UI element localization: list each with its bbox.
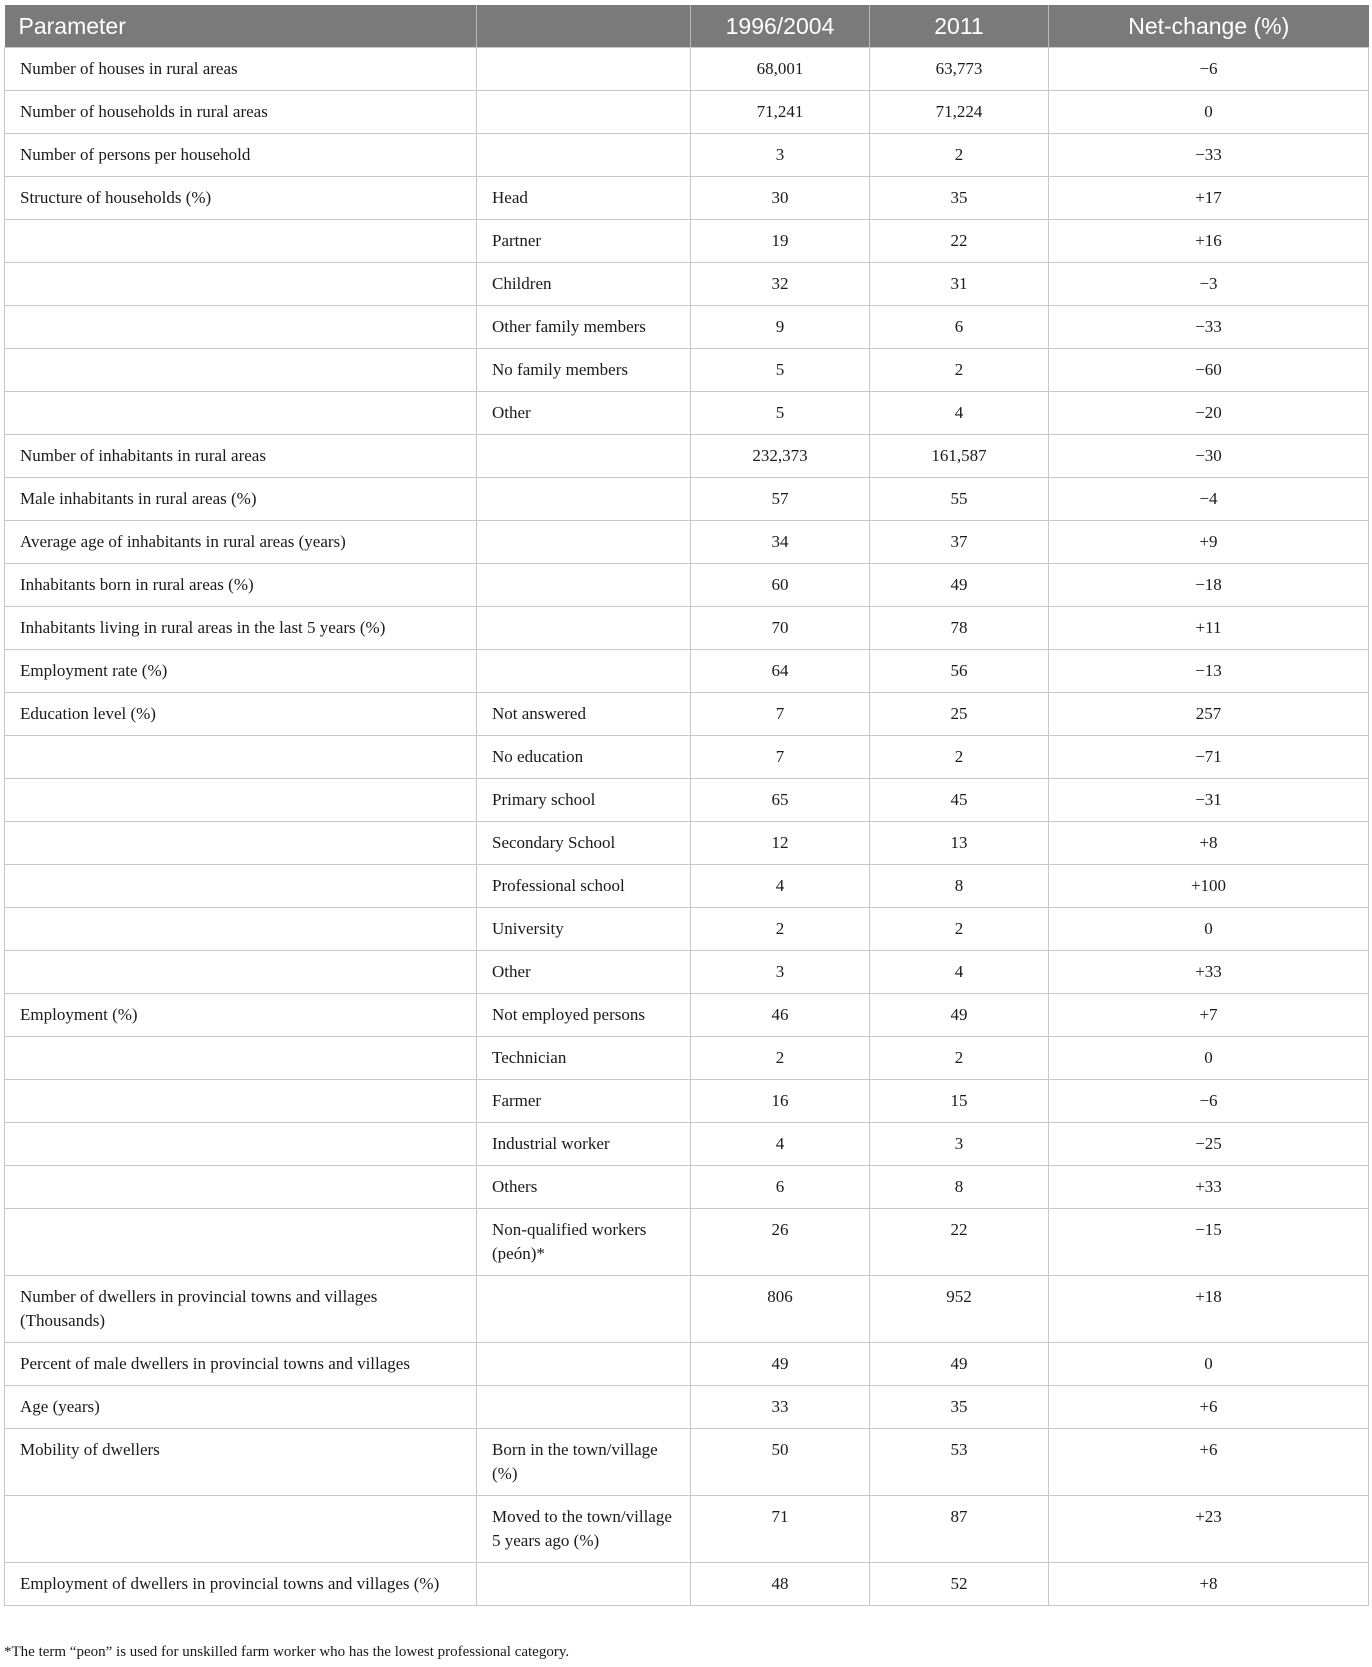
table-row bbox=[5, 951, 1369, 994]
cell-subcategory: Non-qualified workers (peón)* bbox=[477, 1209, 691, 1276]
cell-value-2011: 22 bbox=[870, 1209, 1049, 1276]
table-row bbox=[5, 564, 1369, 607]
cell-value-2011: 52 bbox=[870, 1563, 1049, 1606]
footnote: *The term “peon” is used for unskilled farm worker who has the lowest professional category. bbox=[4, 1644, 570, 1660]
cell-value-2011: 35 bbox=[870, 1386, 1049, 1429]
cell-value-1996-2004: 46 bbox=[691, 994, 870, 1037]
cell-net-change: +33 bbox=[1049, 951, 1369, 994]
cell-value-1996-2004: 30 bbox=[691, 177, 870, 220]
header-subcategory bbox=[477, 5, 691, 48]
cell-parameter: Number of dwellers in provincial towns and villages (Thousands) bbox=[5, 1276, 477, 1343]
cell-subcategory: Not answered bbox=[477, 693, 691, 736]
cell-parameter: Male inhabitants in rural areas (%) bbox=[5, 478, 477, 521]
table-row bbox=[5, 1429, 1369, 1496]
cell-net-change: +7 bbox=[1049, 994, 1369, 1037]
cell-subcategory: Head bbox=[477, 177, 691, 220]
cell-parameter bbox=[5, 1496, 477, 1563]
cell-net-change: +8 bbox=[1049, 822, 1369, 865]
cell-value-2011: 49 bbox=[870, 1343, 1049, 1386]
cell-value-2011: 8 bbox=[870, 1166, 1049, 1209]
cell-net-change: −33 bbox=[1049, 306, 1369, 349]
cell-subcategory bbox=[477, 607, 691, 650]
cell-value-1996-2004: 50 bbox=[691, 1429, 870, 1496]
cell-subcategory: Industrial worker bbox=[477, 1123, 691, 1166]
cell-subcategory: Not employed persons bbox=[477, 994, 691, 1037]
table-row bbox=[5, 521, 1369, 564]
cell-value-1996-2004: 16 bbox=[691, 1080, 870, 1123]
cell-net-change: 0 bbox=[1049, 1343, 1369, 1386]
cell-value-1996-2004: 9 bbox=[691, 306, 870, 349]
cell-net-change: +6 bbox=[1049, 1386, 1369, 1429]
table-row bbox=[5, 435, 1369, 478]
cell-value-2011: 87 bbox=[870, 1496, 1049, 1563]
cell-net-change: −31 bbox=[1049, 779, 1369, 822]
cell-value-1996-2004: 3 bbox=[691, 951, 870, 994]
cell-parameter bbox=[5, 1037, 477, 1080]
cell-value-1996-2004: 7 bbox=[691, 736, 870, 779]
cell-value-1996-2004: 806 bbox=[691, 1276, 870, 1343]
cell-parameter: Number of inhabitants in rural areas bbox=[5, 435, 477, 478]
cell-subcategory bbox=[477, 1563, 691, 1606]
table-row bbox=[5, 736, 1369, 779]
cell-value-1996-2004: 70 bbox=[691, 607, 870, 650]
cell-subcategory: Children bbox=[477, 263, 691, 306]
cell-net-change: −13 bbox=[1049, 650, 1369, 693]
table-row bbox=[5, 177, 1369, 220]
cell-value-1996-2004: 32 bbox=[691, 263, 870, 306]
table-row bbox=[5, 865, 1369, 908]
cell-value-1996-2004: 71,241 bbox=[691, 91, 870, 134]
cell-subcategory bbox=[477, 48, 691, 91]
cell-parameter bbox=[5, 1123, 477, 1166]
table-row bbox=[5, 1386, 1369, 1429]
cell-net-change: +17 bbox=[1049, 177, 1369, 220]
table-row bbox=[5, 349, 1369, 392]
cell-subcategory: Secondary School bbox=[477, 822, 691, 865]
cell-subcategory bbox=[477, 1343, 691, 1386]
cell-net-change: +100 bbox=[1049, 865, 1369, 908]
cell-value-2011: 2 bbox=[870, 1037, 1049, 1080]
cell-parameter: Employment (%) bbox=[5, 994, 477, 1037]
cell-value-2011: 952 bbox=[870, 1276, 1049, 1343]
cell-subcategory: Technician bbox=[477, 1037, 691, 1080]
cell-value-1996-2004: 26 bbox=[691, 1209, 870, 1276]
table-row bbox=[5, 392, 1369, 435]
cell-value-2011: 55 bbox=[870, 478, 1049, 521]
cell-value-2011: 2 bbox=[870, 349, 1049, 392]
cell-parameter bbox=[5, 306, 477, 349]
cell-value-1996-2004: 3 bbox=[691, 134, 870, 177]
cell-value-2011: 78 bbox=[870, 607, 1049, 650]
cell-net-change: +6 bbox=[1049, 1429, 1369, 1496]
cell-parameter: Percent of male dwellers in provincial towns and villages bbox=[5, 1343, 477, 1386]
cell-value-2011: 35 bbox=[870, 177, 1049, 220]
table-body bbox=[5, 48, 1369, 1606]
table-row bbox=[5, 306, 1369, 349]
cell-subcategory: No education bbox=[477, 736, 691, 779]
table-row bbox=[5, 220, 1369, 263]
cell-net-change: −18 bbox=[1049, 564, 1369, 607]
cell-subcategory: Other bbox=[477, 951, 691, 994]
cell-net-change: −71 bbox=[1049, 736, 1369, 779]
cell-value-1996-2004: 2 bbox=[691, 1037, 870, 1080]
cell-value-2011: 56 bbox=[870, 650, 1049, 693]
cell-parameter: Inhabitants living in rural areas in the last 5 years (%) bbox=[5, 607, 477, 650]
cell-value-2011: 13 bbox=[870, 822, 1049, 865]
cell-value-2011: 4 bbox=[870, 392, 1049, 435]
table-row bbox=[5, 607, 1369, 650]
cell-value-1996-2004: 65 bbox=[691, 779, 870, 822]
cell-value-1996-2004: 232,373 bbox=[691, 435, 870, 478]
cell-value-1996-2004: 48 bbox=[691, 1563, 870, 1606]
cell-value-2011: 2 bbox=[870, 736, 1049, 779]
table-row bbox=[5, 1209, 1369, 1276]
cell-net-change: 257 bbox=[1049, 693, 1369, 736]
cell-value-1996-2004: 12 bbox=[691, 822, 870, 865]
cell-subcategory: Others bbox=[477, 1166, 691, 1209]
cell-net-change: 0 bbox=[1049, 1037, 1369, 1080]
cell-parameter bbox=[5, 392, 477, 435]
cell-value-1996-2004: 71 bbox=[691, 1496, 870, 1563]
cell-subcategory bbox=[477, 650, 691, 693]
data-table bbox=[4, 5, 1369, 1606]
cell-subcategory: Other bbox=[477, 392, 691, 435]
cell-parameter: Structure of households (%) bbox=[5, 177, 477, 220]
cell-subcategory bbox=[477, 1386, 691, 1429]
cell-subcategory bbox=[477, 1276, 691, 1343]
cell-net-change: −4 bbox=[1049, 478, 1369, 521]
cell-value-1996-2004: 7 bbox=[691, 693, 870, 736]
cell-net-change: +33 bbox=[1049, 1166, 1369, 1209]
cell-parameter bbox=[5, 822, 477, 865]
cell-parameter: Mobility of dwellers bbox=[5, 1429, 477, 1496]
cell-net-change: −6 bbox=[1049, 1080, 1369, 1123]
cell-net-change: 0 bbox=[1049, 91, 1369, 134]
cell-value-1996-2004: 49 bbox=[691, 1343, 870, 1386]
table-row bbox=[5, 1563, 1369, 1606]
cell-net-change: 0 bbox=[1049, 908, 1369, 951]
table-row bbox=[5, 822, 1369, 865]
cell-value-2011: 15 bbox=[870, 1080, 1049, 1123]
table-row bbox=[5, 48, 1369, 91]
cell-parameter bbox=[5, 349, 477, 392]
cell-parameter: Inhabitants born in rural areas (%) bbox=[5, 564, 477, 607]
table-row bbox=[5, 1343, 1369, 1386]
cell-value-1996-2004: 2 bbox=[691, 908, 870, 951]
cell-subcategory bbox=[477, 564, 691, 607]
table-row bbox=[5, 263, 1369, 306]
cell-value-1996-2004: 57 bbox=[691, 478, 870, 521]
table-row bbox=[5, 1276, 1369, 1343]
cell-parameter: Education level (%) bbox=[5, 693, 477, 736]
cell-net-change: +9 bbox=[1049, 521, 1369, 564]
cell-net-change: −15 bbox=[1049, 1209, 1369, 1276]
table-row bbox=[5, 1123, 1369, 1166]
cell-value-2011: 49 bbox=[870, 994, 1049, 1037]
cell-parameter bbox=[5, 1166, 477, 1209]
cell-value-1996-2004: 34 bbox=[691, 521, 870, 564]
cell-subcategory: Partner bbox=[477, 220, 691, 263]
cell-parameter bbox=[5, 736, 477, 779]
cell-net-change: +23 bbox=[1049, 1496, 1369, 1563]
cell-value-2011: 2 bbox=[870, 134, 1049, 177]
cell-parameter: Number of households in rural areas bbox=[5, 91, 477, 134]
cell-value-2011: 161,587 bbox=[870, 435, 1049, 478]
cell-parameter bbox=[5, 865, 477, 908]
cell-subcategory: Other family members bbox=[477, 306, 691, 349]
cell-value-2011: 53 bbox=[870, 1429, 1049, 1496]
cell-parameter: Number of persons per household bbox=[5, 134, 477, 177]
cell-subcategory: Primary school bbox=[477, 779, 691, 822]
table-row bbox=[5, 91, 1369, 134]
cell-value-1996-2004: 5 bbox=[691, 349, 870, 392]
cell-net-change: −6 bbox=[1049, 48, 1369, 91]
cell-value-1996-2004: 4 bbox=[691, 865, 870, 908]
cell-subcategory bbox=[477, 134, 691, 177]
cell-subcategory: No family members bbox=[477, 349, 691, 392]
cell-subcategory bbox=[477, 521, 691, 564]
table-row bbox=[5, 693, 1369, 736]
cell-value-1996-2004: 68,001 bbox=[691, 48, 870, 91]
cell-net-change: −60 bbox=[1049, 349, 1369, 392]
cell-parameter bbox=[5, 908, 477, 951]
cell-value-2011: 31 bbox=[870, 263, 1049, 306]
cell-net-change: −33 bbox=[1049, 134, 1369, 177]
cell-subcategory bbox=[477, 435, 691, 478]
cell-parameter: Employment rate (%) bbox=[5, 650, 477, 693]
cell-value-2011: 49 bbox=[870, 564, 1049, 607]
data-table-container bbox=[4, 5, 1368, 1606]
table-row bbox=[5, 1037, 1369, 1080]
header-year-1996-2004: 1996/2004 bbox=[691, 5, 870, 48]
cell-parameter bbox=[5, 1209, 477, 1276]
cell-subcategory: Professional school bbox=[477, 865, 691, 908]
cell-value-1996-2004: 6 bbox=[691, 1166, 870, 1209]
cell-net-change: +16 bbox=[1049, 220, 1369, 263]
cell-value-1996-2004: 33 bbox=[691, 1386, 870, 1429]
cell-value-2011: 8 bbox=[870, 865, 1049, 908]
cell-subcategory: Farmer bbox=[477, 1080, 691, 1123]
cell-net-change: −20 bbox=[1049, 392, 1369, 435]
cell-net-change: −30 bbox=[1049, 435, 1369, 478]
cell-parameter: Employment of dwellers in provincial towns and villages (%) bbox=[5, 1563, 477, 1606]
cell-value-2011: 45 bbox=[870, 779, 1049, 822]
header-row bbox=[5, 5, 1369, 48]
cell-value-2011: 37 bbox=[870, 521, 1049, 564]
cell-parameter bbox=[5, 1080, 477, 1123]
cell-net-change: +18 bbox=[1049, 1276, 1369, 1343]
cell-parameter: Average age of inhabitants in rural areas (years) bbox=[5, 521, 477, 564]
table-row bbox=[5, 994, 1369, 1037]
table-row bbox=[5, 1080, 1369, 1123]
cell-net-change: −25 bbox=[1049, 1123, 1369, 1166]
cell-value-2011: 2 bbox=[870, 908, 1049, 951]
cell-value-2011: 71,224 bbox=[870, 91, 1049, 134]
cell-subcategory bbox=[477, 478, 691, 521]
cell-net-change: −3 bbox=[1049, 263, 1369, 306]
cell-subcategory bbox=[477, 91, 691, 134]
header-net-change: Net-change (%) bbox=[1049, 5, 1369, 48]
cell-value-1996-2004: 4 bbox=[691, 1123, 870, 1166]
cell-value-2011: 63,773 bbox=[870, 48, 1049, 91]
cell-value-2011: 6 bbox=[870, 306, 1049, 349]
table-row bbox=[5, 779, 1369, 822]
header-year-2011: 2011 bbox=[870, 5, 1049, 48]
cell-value-2011: 3 bbox=[870, 1123, 1049, 1166]
table-row bbox=[5, 1166, 1369, 1209]
cell-parameter bbox=[5, 263, 477, 306]
cell-value-2011: 25 bbox=[870, 693, 1049, 736]
table-row bbox=[5, 1496, 1369, 1563]
table-row bbox=[5, 908, 1369, 951]
cell-value-1996-2004: 19 bbox=[691, 220, 870, 263]
cell-parameter: Number of houses in rural areas bbox=[5, 48, 477, 91]
cell-subcategory: University bbox=[477, 908, 691, 951]
table-row bbox=[5, 478, 1369, 521]
cell-subcategory: Moved to the town/village 5 years ago (%) bbox=[477, 1496, 691, 1563]
cell-value-1996-2004: 5 bbox=[691, 392, 870, 435]
cell-net-change: +8 bbox=[1049, 1563, 1369, 1606]
cell-value-1996-2004: 60 bbox=[691, 564, 870, 607]
cell-parameter bbox=[5, 779, 477, 822]
header-parameter: Parameter bbox=[5, 5, 477, 48]
cell-parameter bbox=[5, 951, 477, 994]
cell-net-change: +11 bbox=[1049, 607, 1369, 650]
table-row bbox=[5, 650, 1369, 693]
cell-parameter: Age (years) bbox=[5, 1386, 477, 1429]
cell-subcategory: Born in the town/village (%) bbox=[477, 1429, 691, 1496]
table-row bbox=[5, 134, 1369, 177]
cell-value-1996-2004: 64 bbox=[691, 650, 870, 693]
table-header bbox=[5, 5, 1369, 48]
cell-parameter bbox=[5, 220, 477, 263]
cell-value-2011: 4 bbox=[870, 951, 1049, 994]
cell-value-2011: 22 bbox=[870, 220, 1049, 263]
